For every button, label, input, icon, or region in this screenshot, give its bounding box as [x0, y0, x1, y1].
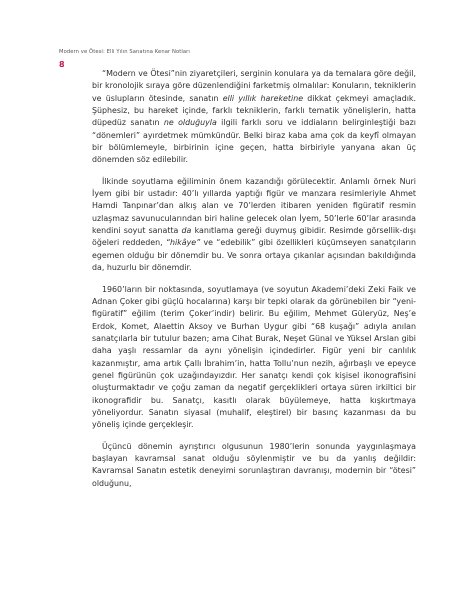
paragraph-3: 1960’ların bir noktasında, soyutlamaya (ve soyutun Akademi’deki Zeki Faik ve Adnan Çoker gibi güçlü hocalarına) karşı bir tepki olarak da görünebilen bir “yeni-figüratif” eğilim (terim Çoker’indir) belirir. Bu eğilim, Mehmet Güleryüz, Neş’e Erdok, Komet, Alaettin Aksoy ve Burhan Uygur gibi “68 kuşağı” adıyla anılan sanatçılarla bir tutulur bazen; ama Cihat Burak, Neşet Günal ve Yüksel Arslan gibi daha yaşlı ressamlar da aynı yönelişin içindedirler. Figür yeni bir canlılık kazanmıştır, ama artık Çallı İbrahim’in, hatta Tollu’nun nezih, ağırbaşlı ve epeyce genel figürünün çok uzağındayızdır. Her sanatçı kendi çok kişisel ikonografisini oluşturmaktadır ve çoğu zaman da negatif gerçeklikleri ortaya süren irkiltici bir ikonografidir bu. Sanatçı, kasıtlı olarak büyülemeye, hatta kışkırtmaya yöneliyordur. Sanatın siyasal (muhalif, eleştirel) bir basınç kazanması da bu yöneliş içinde gerçekleşir. [92, 284, 416, 430]
page-number: 8 [59, 60, 65, 69]
running-header: Modern ve Ötesi: Elli Yılın Sanatına Kenar Notları [59, 49, 190, 55]
paragraph-4: Üçüncü dönemin ayrıştırıcı olgusunun 1980’lerin sonunda yaygınlaşmaya başlayan kavramsal sanat olduğu söylenmiştir ve bu da yanlış değildir: Kavramsal Sanatın estetik deneyimi sorunlaştıran davranışı, modernin bir “ötesi” olduğunu, [92, 441, 416, 488]
body-text [92, 68, 416, 490]
paragraph-2: İlkinde soyutlama eğiliminin önem kazandığı görülecektir. Anlamlı örnek Nuri İyem gibi bir ustadır: 40’lı yıllarda yaptığı figür ve manzara resimleriyle Ahmet Hamdi Tanpınar’dan alkış alan ve 70’lerden itibaren yeniden figüratif resmin uzlaşmaz savunucularından biri haline gelecek olan İyem, 50’lerle 60’lar arasında kendini soyut sanatta da kanıtlama gereği duymuş gibidir. Resimde görsellik-dışı öğeleri reddeden, “hikâye” ve “edebilik” gibi özellikleri küçümseyen sanatçıların egemen olduğu bir dönemdir bu. Ve sonra ortaya çıkanlar açısından bakıldığında da, huzurlu bir dönemdir. [92, 176, 416, 273]
paragraph-1: “Modern ve Ötesi”nin ziyaretçileri, serginin konulara ya da temalara göre değil, bir kronolojik sıraya göre düzenlendiğini farketmiş olmalılar: Konuların, tekniklerin ve üslupların ötesinde, sanatın elli yıllık hareketine dikkat çekmeyi amaçladık. Şüphesiz, bu hareket içinde, farklı tekniklerin, farklı tematik yönelişlerin, hatta düpedüz sanatın ne olduğuyla ilgili farklı soru ve iddiaların belirginleştiği bazı “dönemleri” ayırdetmek mümkündür. Belki biraz kaba ama çok da keyfî olmayan bir bölümlemeyle, birbirinin içine geçen, hatta birbiriyle yanyana akan üç dönemden söz edilebilir. [92, 69, 416, 165]
